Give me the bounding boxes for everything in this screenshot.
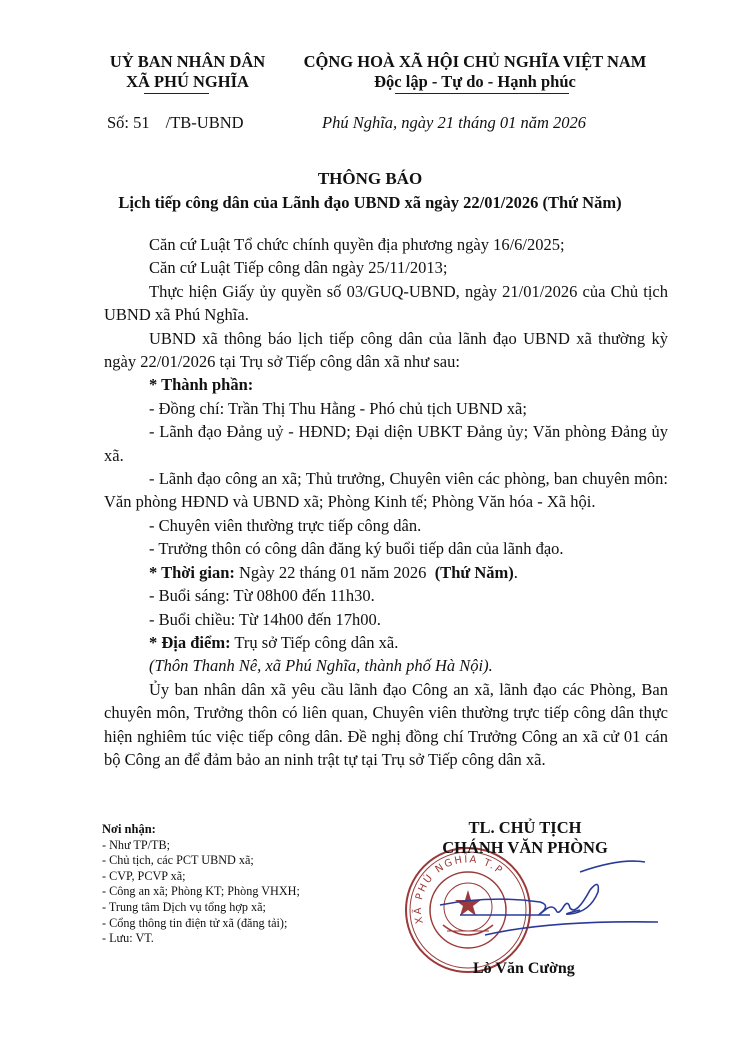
participant-item: - Trưởng thôn có công dân đăng ký buổi tiếp dân của lãnh đạo. — [149, 539, 564, 559]
participant-item: - Đồng chí: Trần Thị Thu Hằng - Phó chủ tịch UBND xã; — [149, 398, 527, 418]
motto-underline — [395, 93, 569, 94]
recipient-item: - Lưu: VT. — [102, 931, 154, 946]
document-title: THÔNG BÁO — [317, 169, 423, 188]
recipient-item: - Công an xã; Phòng KT; Phòng VHXH; — [102, 884, 300, 899]
national-motto: Độc lập - Tự do - Hạnh phúc — [374, 72, 576, 91]
intro-paragraph: UBND xã thông báo lịch tiếp công dân của lãnh đạo UBND xã thường kỳ ngày 22/01/2026 tại Trụ sở Tiếp công dân xã như sau: — [104, 328, 668, 372]
location-line: * Địa điểm: Trụ sở Tiếp công dân xã. — [149, 632, 399, 652]
recipient-item: - Cổng thông tin điện tử xã (đăng tải); — [102, 915, 288, 930]
document-number: Số: 51 /TB-UBND — [107, 113, 244, 132]
authority-underline — [144, 93, 209, 94]
document-body — [104, 233, 668, 771]
issuing-authority — [100, 52, 275, 92]
recipients-block — [102, 822, 300, 947]
legal-basis-1: Căn cứ Luật Tổ chức chính quyền địa phương ngày 16/6/2025; — [149, 235, 565, 254]
national-header — [300, 52, 650, 92]
participant-item: - Chuyên viên thường trực tiếp công dân. — [149, 515, 422, 535]
participant-item: - Lãnh đạo Đảng uỷ - HĐND; Đại diện UBKT Đảng ủy; Văn phòng Đảng ủy xã. — [104, 422, 668, 465]
legal-basis-2: Căn cứ Luật Tiếp công dân ngày 25/11/2013; — [149, 258, 448, 278]
closing-paragraph: Ủy ban nhân dân xã yêu cầu lãnh đạo Công an xã, lãnh đạo các Phòng, Ban chuyên môn, Trưởng thôn có liên quan, Chuyên viên thường trực tiếp công dân thực hiện nghiêm túc việc tiếp công dân. Đề nghị đồng chí Trưởng Công an xã cử 01 cán bộ Công an để đảm bảo an ninh trật tự tại Trụ sở Tiếp công dân xã. — [104, 679, 668, 769]
signature-block — [420, 818, 630, 858]
signature-title-2: CHÁNH VĂN PHÒNG — [442, 838, 608, 857]
afternoon-session: - Buổi chiều: Từ 14h00 đến 17h00. — [149, 609, 381, 629]
national-title: CỘNG HOÀ XÃ HỘI CHỦ NGHĨA VIỆT NAM — [303, 52, 647, 71]
recipient-item: - CVP, PCVP xã; — [102, 868, 186, 883]
recipient-item: - Như TP/TB; — [102, 837, 171, 852]
signer-name: Lò Văn Cường — [473, 960, 575, 977]
document-subtitle: Lịch tiếp công dân của Lãnh đạo UBND xã ngày 22/01/2026 (Thứ Năm) — [118, 193, 622, 212]
legal-basis-3: Thực hiện Giấy ủy quyền số 03/GUQ-UBND, ngày 21/01/2026 của Chủ tịch UBND xã Phú Nghĩa. — [104, 281, 668, 325]
authority-line-1: UỶ BAN NHÂN DÂN — [109, 52, 266, 71]
recipient-item: - Chủ tịch, các PCT UBND xã; — [102, 853, 254, 868]
morning-session: - Buổi sáng: Từ 08h00 đến 11h30. — [149, 586, 375, 606]
participants-heading: * Thành phần: — [149, 375, 254, 395]
recipient-item: - Trung tâm Dịch vụ tổng hợp xã; — [102, 899, 266, 914]
svg-text:XÃ PHÚ NGHĨA T.P: XÃ PHÚ NGHĨA T.P — [412, 854, 506, 925]
location-address: (Thôn Thanh Nê, xã Phú Nghĩa, thành phố Hà Nội). — [149, 656, 493, 676]
authority-line-2: XÃ PHÚ NGHĨA — [126, 72, 249, 91]
recipients-heading: Nơi nhận: — [102, 822, 156, 836]
participant-item: - Lãnh đạo công an xã; Thủ trưởng, Chuyên viên các phòng, ban chuyên môn: Văn phòng HĐND và UBND xã; Phòng Kinh tế; Phòng Văn hóa - Xã hội. — [104, 469, 668, 512]
place-date: Phú Nghĩa, ngày 21 tháng 01 năm 2026 — [322, 113, 586, 132]
time-line: * Thời gian: Ngày 22 tháng 01 năm 2026 (Thứ Năm). — [149, 562, 518, 582]
signature-title-1: TL. CHỦ TỊCH — [468, 818, 582, 837]
handwritten-signature-icon — [430, 860, 660, 960]
